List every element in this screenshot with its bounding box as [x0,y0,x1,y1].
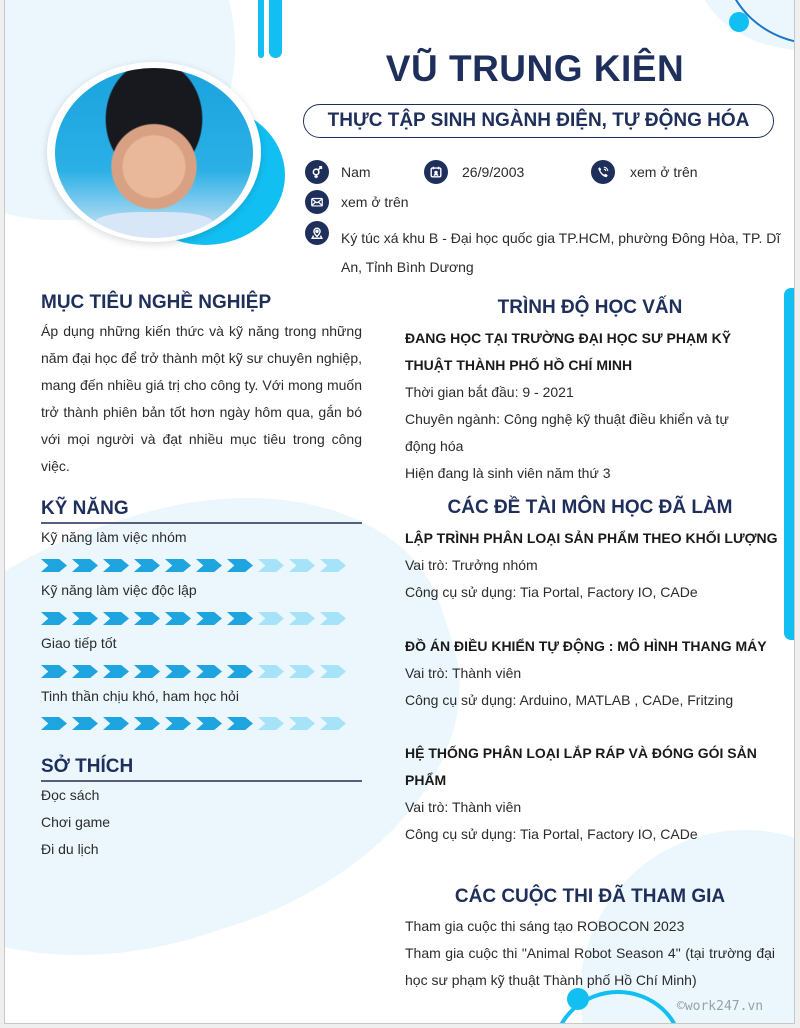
address-value: Ký túc xá khu B - Đại học quốc gia TP.HCM, phường Đông Hòa, TP. Dĩ An, Tỉnh Bình Dương [341,230,781,275]
chevron-empty-icon [320,612,346,625]
hobby-item: Chơi game [41,814,111,830]
project-role: Vai trò: Thành viên [405,799,522,815]
email-value: xem ở trên [341,194,409,210]
chevron-empty-icon [320,717,346,730]
education-school: ĐANG HỌC TẠI TRƯỜNG ĐẠI HỌC SƯ PHẠM KỸ THUẬT THÀNH PHỐ HỒ CHÍ MINH [405,330,732,373]
chevron-filled-icon [165,612,191,625]
calendar-icon [424,160,448,184]
hobby-item: Đi du lịch [41,841,99,857]
chevron-empty-icon [320,665,346,678]
chevron-empty-icon [320,559,346,572]
contact-gender [305,160,371,184]
chevron-filled-icon [165,559,191,572]
chevron-filled-icon [134,559,160,572]
chevron-filled-icon [72,665,98,678]
decor-dot [729,12,749,32]
chevron-empty-icon [289,665,315,678]
position-title: THỰC TẬP SINH NGÀNH ĐIỆN, TỰ ĐỘNG HÓA [303,104,774,138]
competition-item: Tham gia cuộc thi "Animal Robot Season 4" (tại trường đại học sư phạm kỹ thuật Thành phố Hồ Chí Minh) [405,945,775,988]
chevron-filled-icon [134,665,160,678]
skill-label: Tinh thần chịu khó, ham học hỏi [41,688,239,704]
skill-label: Kỹ năng làm việc nhóm [41,529,187,545]
hobby-item: Đọc sách [41,787,100,803]
education-title: TRÌNH ĐỘ HỌC VẤN [497,297,683,318]
projects-title: CÁC ĐỀ TÀI MÔN HỌC ĐÃ LÀM [447,497,733,518]
chevron-empty-icon [289,559,315,572]
chevron-filled-icon [41,717,67,730]
chevron-empty-icon [289,717,315,730]
chevron-empty-icon [258,665,284,678]
chevron-filled-icon [103,559,129,572]
skill-rating [41,665,346,678]
gender-icon [305,160,329,184]
project-role: Vai trò: Thành viên [405,665,522,681]
cv-page [4,0,795,1024]
skill-rating [41,559,346,572]
watermark: ©work247.vn [677,999,764,1014]
avatar [55,68,253,238]
chevron-filled-icon [227,559,253,572]
project-tools: Công cụ sử dụng: Tia Portal, Factory IO, CADe [405,584,698,600]
objective-title: MỤC TIÊU NGHỀ NGHIỆP [41,292,272,313]
contact-phone [591,160,698,184]
skill-rating [41,612,346,625]
chevron-filled-icon [196,665,222,678]
chevron-filled-icon [41,612,67,625]
chevron-filled-icon [165,717,191,730]
chevron-empty-icon [258,717,284,730]
chevron-filled-icon [227,665,253,678]
chevron-filled-icon [134,717,160,730]
decor-bar [269,0,282,58]
chevron-empty-icon [289,612,315,625]
location-icon [305,221,329,245]
chevron-filled-icon [196,717,222,730]
project-role: Vai trò: Trưởng nhóm [405,557,538,573]
decor-bar [784,288,795,640]
contact-birthday [424,160,524,184]
skill-rating [41,717,346,730]
chevron-filled-icon [134,612,160,625]
objective-text: Áp dụng những kiến thức và kỹ năng trong những năm đại học để trở thành một kỹ sư chuyên nghiệp, mang đến nhiều giá trị cho công ty. Với mong muốn trở thành phiên bản tốt hơn ngày hôm qua, gắn bó với mọi người và đạt nhiều mục tiêu trong công việc. [41,323,362,474]
project-tools: Công cụ sử dụng: Arduino, MATLAB , CADe, Fritzing [405,692,734,708]
section-divider [41,522,362,524]
phone-icon [591,160,615,184]
chevron-filled-icon [41,559,67,572]
chevron-empty-icon [258,559,284,572]
skill-label: Kỹ năng làm việc độc lập [41,582,197,598]
competition-item: Tham gia cuộc thi sáng tạo ROBOCON 2023 [405,918,685,934]
chevron-filled-icon [103,612,129,625]
chevron-filled-icon [165,665,191,678]
competitions-title: CÁC CUỘC THI ĐÃ THAM GIA [454,886,726,907]
skills-title: KỸ NĂNG [41,498,129,519]
candidate-name: VŨ TRUNG KIÊN [385,48,685,89]
project-tools: Công cụ sử dụng: Tia Portal, Factory IO, CADe [405,826,698,842]
birthday-value: 26/9/2003 [462,164,525,180]
contact-address [305,221,341,245]
chevron-filled-icon [41,665,67,678]
education-start: Thời gian bắt đầu: 9 - 2021 [405,384,574,400]
project-name: HỆ THỐNG PHÂN LOẠI LẮP RÁP VÀ ĐÓNG GÓI SẢN PHẨM [405,745,757,788]
section-divider [41,780,362,782]
chevron-filled-icon [227,612,253,625]
chevron-filled-icon [72,717,98,730]
phone-value: xem ở trên [630,164,698,180]
project-name: ĐỒ ÁN ĐIỀU KHIỂN TỰ ĐỘNG : MÔ HÌNH THANG MÁY [405,638,767,654]
gender-value: Nam [341,164,371,180]
education-status: Hiện đang là sinh viên năm thứ 3 [405,465,611,481]
chevron-filled-icon [227,717,253,730]
chevron-filled-icon [196,612,222,625]
chevron-empty-icon [258,612,284,625]
chevron-filled-icon [196,559,222,572]
chevron-filled-icon [72,612,98,625]
chevron-filled-icon [103,717,129,730]
mail-icon [305,190,329,214]
education-major: Chuyên ngành: Công nghệ kỹ thuật điều khiển và tự động hóa [405,411,729,454]
project-name: LẬP TRÌNH PHÂN LOẠI SẢN PHẨM THEO KHỐI LƯỢNG [405,530,778,546]
decor-bar [258,0,264,58]
chevron-filled-icon [72,559,98,572]
contact-email [305,190,409,214]
chevron-filled-icon [103,665,129,678]
hobbies-title: SỞ THÍCH [41,756,134,777]
skill-label: Giao tiếp tốt [41,635,117,651]
